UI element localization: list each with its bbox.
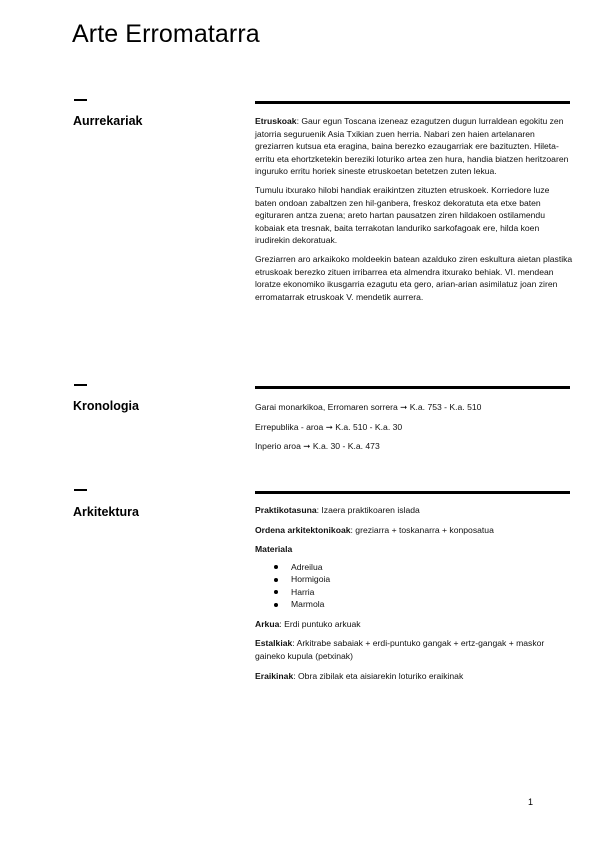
bullet-icon (274, 603, 278, 607)
section-heading: Arkitektura (73, 505, 139, 519)
bullet-icon (274, 565, 278, 569)
architecture-item (255, 543, 573, 556)
section-dash (74, 489, 87, 491)
list-item-text: Marmola (291, 599, 325, 610)
section-body (255, 115, 573, 309)
architecture-item (255, 504, 573, 517)
chronology-item: Garai monarkikoa, Erromaren sorrera ➞ K.a. 753 - K.a. 510 (255, 402, 482, 412)
architecture-item (255, 670, 573, 683)
item-label: Arkua (255, 618, 280, 629)
architecture-item (255, 618, 573, 631)
architecture-item (255, 637, 573, 662)
item-text: : Obra zibilak eta aisiarekin loturiko eraikinak (293, 670, 464, 681)
paragraph-label: Etruskoak (255, 116, 297, 126)
list-item-text: Hormigoia (291, 574, 331, 585)
item-text: : Izaera praktikoaren islada (316, 505, 420, 515)
section-dash (74, 384, 87, 386)
item-label: Eraikinak (255, 670, 294, 681)
section-rule (255, 386, 570, 389)
chronology-item: Errepublika - aroa ➞ K.a. 510 - K.a. 30 (255, 421, 403, 432)
item-text: : Erdi puntuko arkuak (279, 618, 361, 629)
architecture-item (255, 524, 573, 537)
item-label: Praktikotasuna (255, 505, 317, 515)
bullet-icon (274, 590, 278, 594)
section-heading: Kronologia (73, 399, 139, 413)
item-label: Materiala (255, 544, 293, 555)
list-item (255, 561, 573, 574)
materials-list (255, 561, 573, 611)
list-item (255, 573, 573, 586)
section-heading: Aurrekariak (73, 114, 143, 128)
section-rule (255, 101, 570, 104)
paragraph: Greziarren aro arkaikoko moldeekin batean azalduko ziren eskultura aietan plastika etruskoak berezko zituen irribarrea eta almendra itxurako behiak. VI. mendean loratze ekonomiko ikusgarria ezagutu eta gero, arian-arian asimilatuz joan ziren erromatarrak etruskoak V. mendetik aurrera. (255, 253, 573, 302)
list-item-text: Harria (291, 586, 315, 597)
bullet-icon (274, 578, 278, 582)
item-text: : Arkitrabe sabaiak + erdi-puntuko gangak + ertz-gangak + maskor gaineko kupula (petxinak) (255, 638, 545, 661)
list-item-text: Adreilua (291, 561, 323, 572)
document-title: Arte Erromatarra (72, 20, 260, 48)
chronology-item: Inperio aroa ➞ K.a. 30 - K.a. 473 (255, 441, 380, 451)
item-label: Estalkiak (255, 638, 293, 649)
list-item (255, 598, 573, 611)
paragraph (255, 115, 573, 178)
item-label: Ordena arkitektonikoak (255, 524, 351, 535)
section-body (255, 401, 573, 460)
page-number: 1 (528, 797, 534, 807)
section-dash (74, 99, 87, 101)
list-item (255, 586, 573, 599)
section-body (255, 504, 573, 689)
paragraph: Tumulu itxurako hilobi handiak eraikintzen zituzten etruskoek. Korriedore luze baten ondoan zabaltzen zen hil-ganbera, freskoz dekoratuta eta etxe baten egituraren antza zuena; areto hartan pausatzen ziren hildakoen ostilamendu kobaiak eta tresnak, baita terrakotan landuriko sarkofagoak ere, hilda koen irudirekin dekoratuak. (255, 184, 550, 246)
paragraph-text: : Gaur egun Toscana izeneaz ezagutzen dugun lurraldean egokitu zen jatorria seguruenik Asia Txikian zuen herria. Nabari zen haien artelanaren greziarren kutsua eta eragina, baina berezko ezaugarriak ere bazituzten. Hileta-erritu eta ehortzketekin bereziki loturiko artea zen hura, handia biatzen heritzoaren inguruko erritu horiek sineste etruskoetan betetzen zuten lekua. (255, 116, 569, 177)
section-rule (255, 491, 570, 494)
item-text: : greziarra + toskanarra + konposatua (350, 524, 494, 535)
